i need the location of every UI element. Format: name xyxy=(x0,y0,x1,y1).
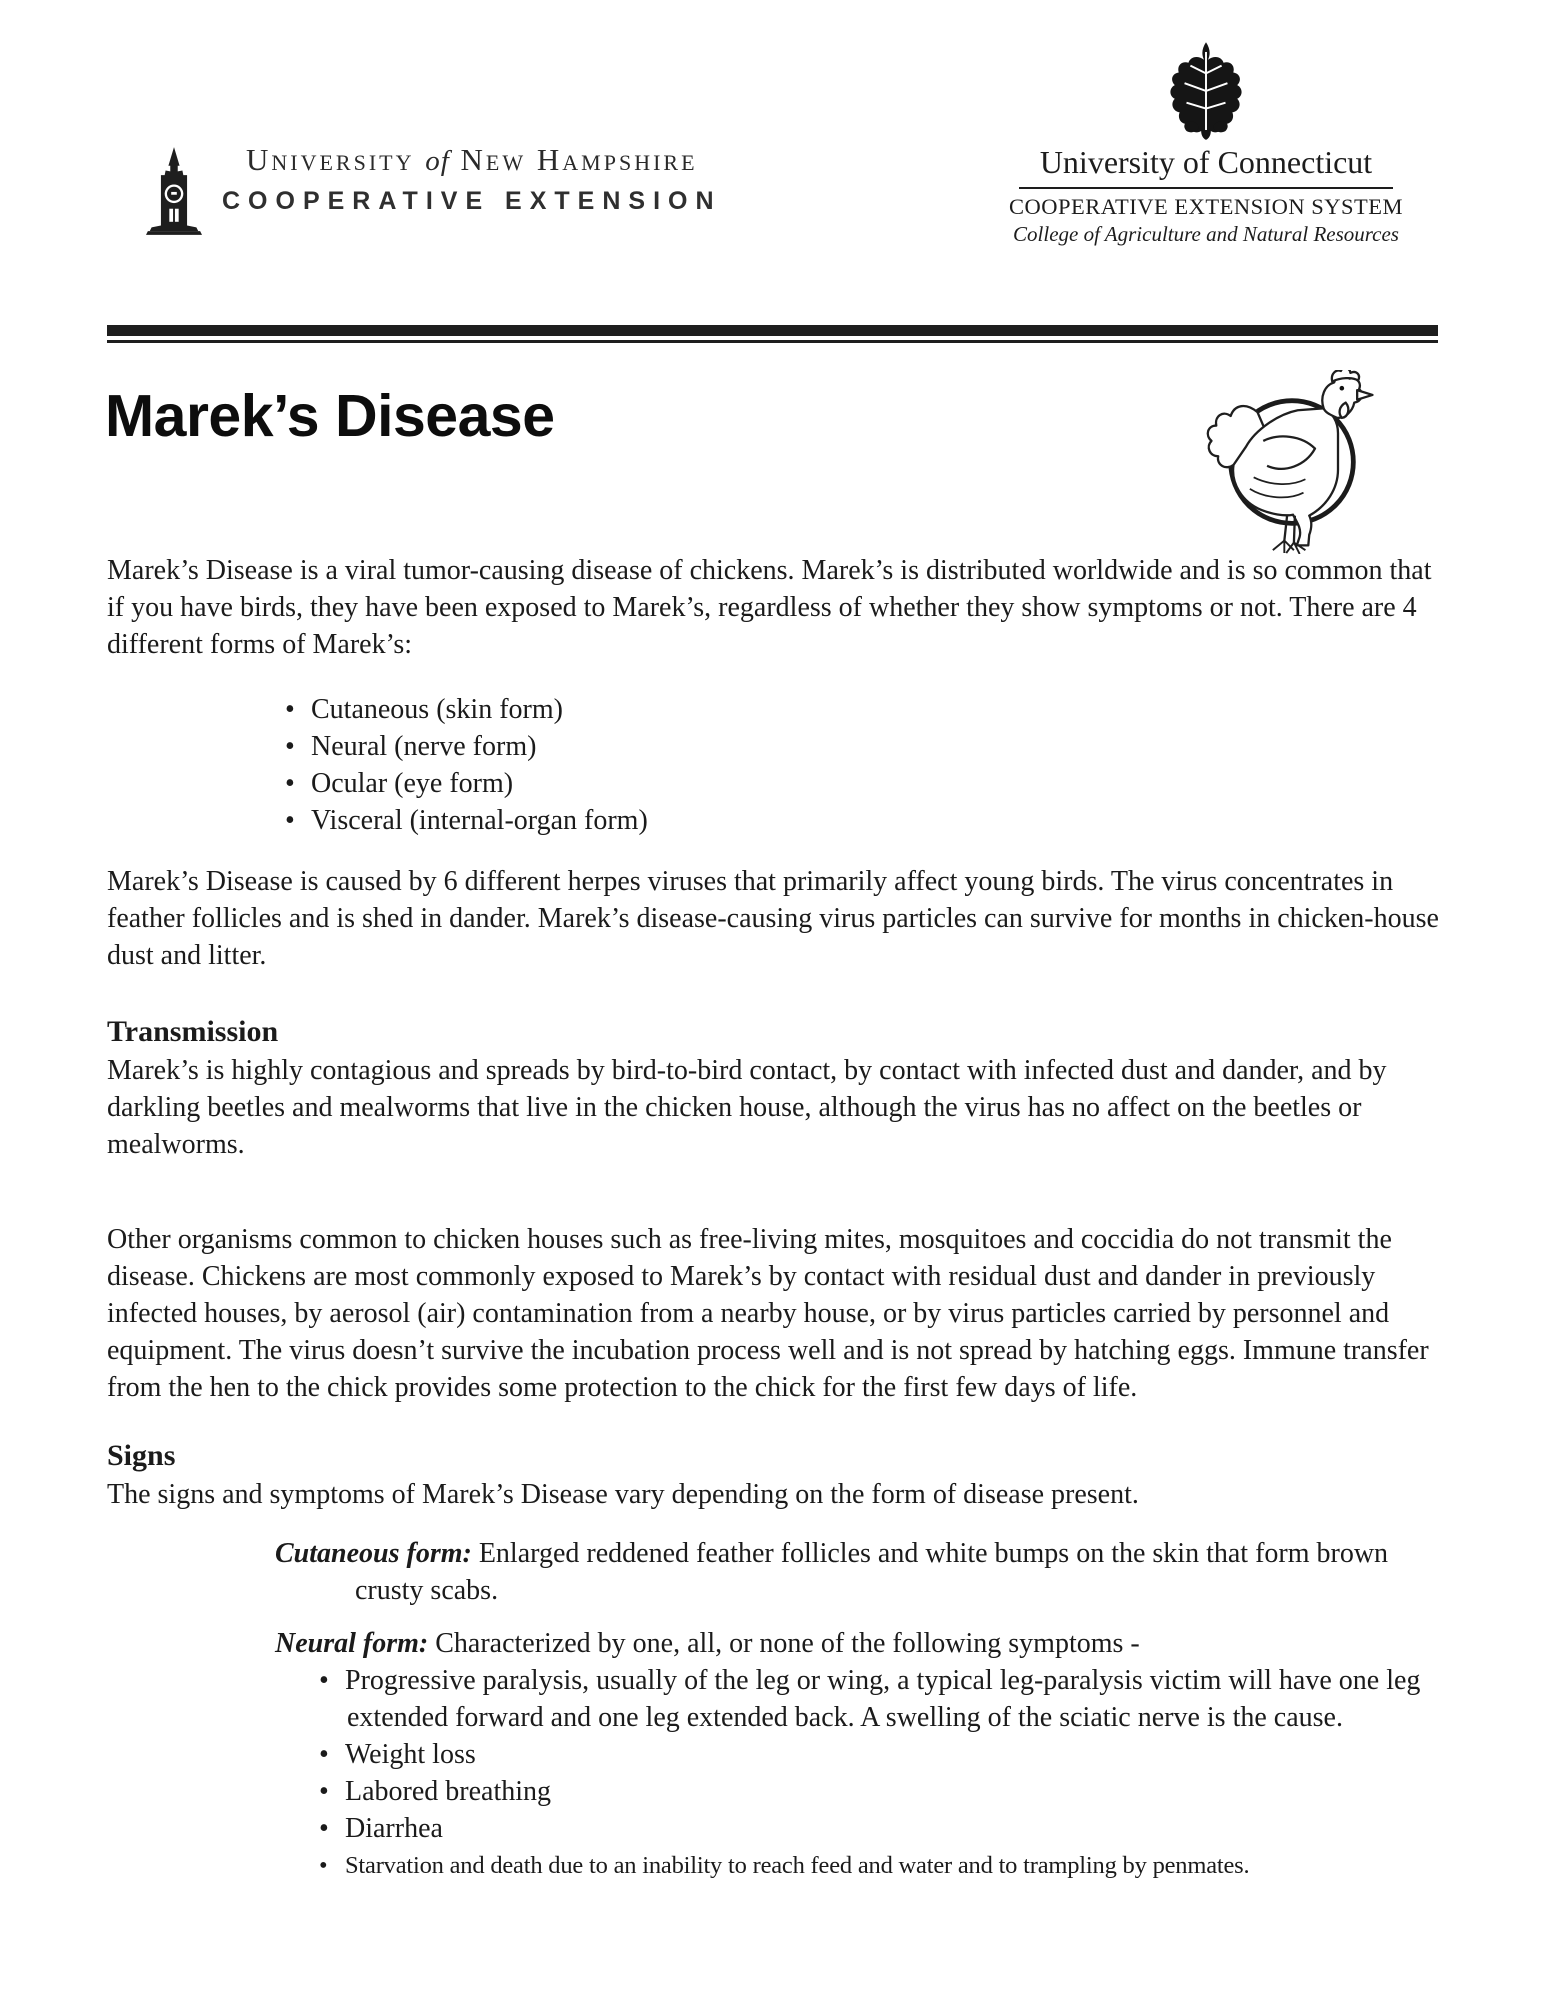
intro-paragraph: Marek’s Disease is a viral tumor-causing disease of chickens. Marek’s is distributed worldwide and is so common that if you have birds, they have been exposed to Marek’s, regardless of whether they show symptoms or not. There are 4 different forms of Marek’s: xyxy=(107,555,1432,660)
symptom-text: Starvation and death due to an inability to reach feed and water and to trampling by penmates. xyxy=(345,1852,1250,1879)
document-body xyxy=(107,552,1439,1884)
form-item-label: Visceral (internal-organ form) xyxy=(311,805,648,836)
cutaneous-form-text: Enlarged reddened feather follicles and white bumps on the skin that form brown crusty scabs. xyxy=(355,1538,1389,1606)
cause-paragraph: Marek’s Disease is caused by 6 different herpes viruses that primarily affect young birds. The virus concentrates in feather follicles and is shed in dander. Marek’s disease-causing virus particles can survive for months in chicken-house dust and litter. xyxy=(107,866,1439,971)
neural-symptoms-list xyxy=(107,1662,1439,1884)
unh-logo xyxy=(146,142,722,238)
neural-form-label: Neural form: xyxy=(275,1628,429,1659)
oak-leaf-icon xyxy=(1167,40,1245,140)
hen-in-circle-illustration xyxy=(1196,370,1388,554)
symptom-text: Progressive paralysis, usually of the leg or wing, a typical leg-paralysis victim will have one leg extended forward and one leg extended back. A swelling of the sciatic nerve is the cause. xyxy=(345,1665,1421,1733)
bullet-icon: • xyxy=(285,731,295,762)
bullet-icon: • xyxy=(319,1813,329,1844)
list-item xyxy=(107,1736,1439,1773)
uconn-divider xyxy=(1019,187,1393,189)
unh-name-newhampshire: New Hampshire xyxy=(460,142,698,177)
signs-intro-paragraph: The signs and symptoms of Marek’s Disease vary depending on the form of disease present. xyxy=(107,1479,1139,1510)
rule-thin-line xyxy=(107,340,1438,343)
symptom-text: Diarrhea xyxy=(345,1813,443,1844)
bullet-icon: • xyxy=(319,1776,329,1807)
unh-name-of: of xyxy=(425,145,450,177)
form-item-label: Neural (nerve form) xyxy=(311,731,537,762)
symptom-text: Labored breathing xyxy=(345,1776,552,1807)
unh-name xyxy=(222,142,722,178)
neural-form-entry xyxy=(107,1625,1439,1662)
bullet-icon: • xyxy=(285,805,295,836)
form-item-label: Cutaneous (skin form) xyxy=(311,694,563,725)
transmission-heading: Transmission xyxy=(107,1015,279,1048)
list-item xyxy=(107,1773,1439,1810)
transmission-paragraph-2: Other organisms common to chicken houses such as free-living mites, mosquitoes and coccidia do not transmit the disease. Chickens are most commonly exposed to Marek’s by contact with residual dust and dander in previously infected houses, by aerosol (air) contamination from a nearby house, or by virus particles carried by personnel and equipment. The virus doesn’t survive the incubation process well and is not spread by hatching eggs. Immune transfer from the hen to the chick provides some protection to the chick for the first few days of life. xyxy=(107,1224,1429,1403)
clock-tower-icon xyxy=(146,144,202,238)
transmission-paragraph-1: Marek’s is highly contagious and spreads by bird-to-bird contact, by contact with infected dust and dander, and by darkling beetles and mealworms that live in the chicken house, although the virus has no affect on the beetles or mealworms. xyxy=(107,1055,1387,1160)
neural-form-text: Characterized by one, all, or none of the following symptoms - xyxy=(435,1628,1140,1659)
uconn-logo xyxy=(1008,40,1404,247)
rule-thick-line xyxy=(107,325,1438,336)
signs-heading: Signs xyxy=(107,1439,176,1472)
list-item xyxy=(107,691,1439,728)
page-title: Marek’s Disease xyxy=(105,383,555,449)
bullet-icon: • xyxy=(319,1739,329,1770)
form-item-label: Ocular (eye form) xyxy=(311,768,514,799)
unh-logo-text xyxy=(222,142,722,216)
list-item xyxy=(107,802,1439,839)
bullet-icon: • xyxy=(319,1852,328,1879)
list-item xyxy=(107,1847,1439,1884)
unh-name-university: University xyxy=(245,142,415,177)
bullet-icon: • xyxy=(285,694,295,725)
forms-list xyxy=(107,691,1439,839)
bullet-icon: • xyxy=(285,768,295,799)
unh-subtitle: COOPERATIVE EXTENSION xyxy=(222,187,722,215)
uconn-college: College of Agriculture and Natural Resources xyxy=(1013,222,1399,246)
cutaneous-form-label: Cutaneous form: xyxy=(275,1538,472,1569)
uconn-name: University of Connecticut xyxy=(1039,144,1373,180)
symptom-text: Weight loss xyxy=(345,1739,476,1770)
list-item xyxy=(107,1662,1439,1736)
list-item xyxy=(107,1810,1439,1847)
list-item xyxy=(107,765,1439,802)
cutaneous-form-entry xyxy=(107,1535,1439,1609)
uconn-system: COOPERATIVE EXTENSION SYSTEM xyxy=(1008,194,1403,219)
list-item xyxy=(107,728,1439,765)
double-rule xyxy=(107,325,1438,343)
bullet-icon: • xyxy=(319,1665,329,1696)
